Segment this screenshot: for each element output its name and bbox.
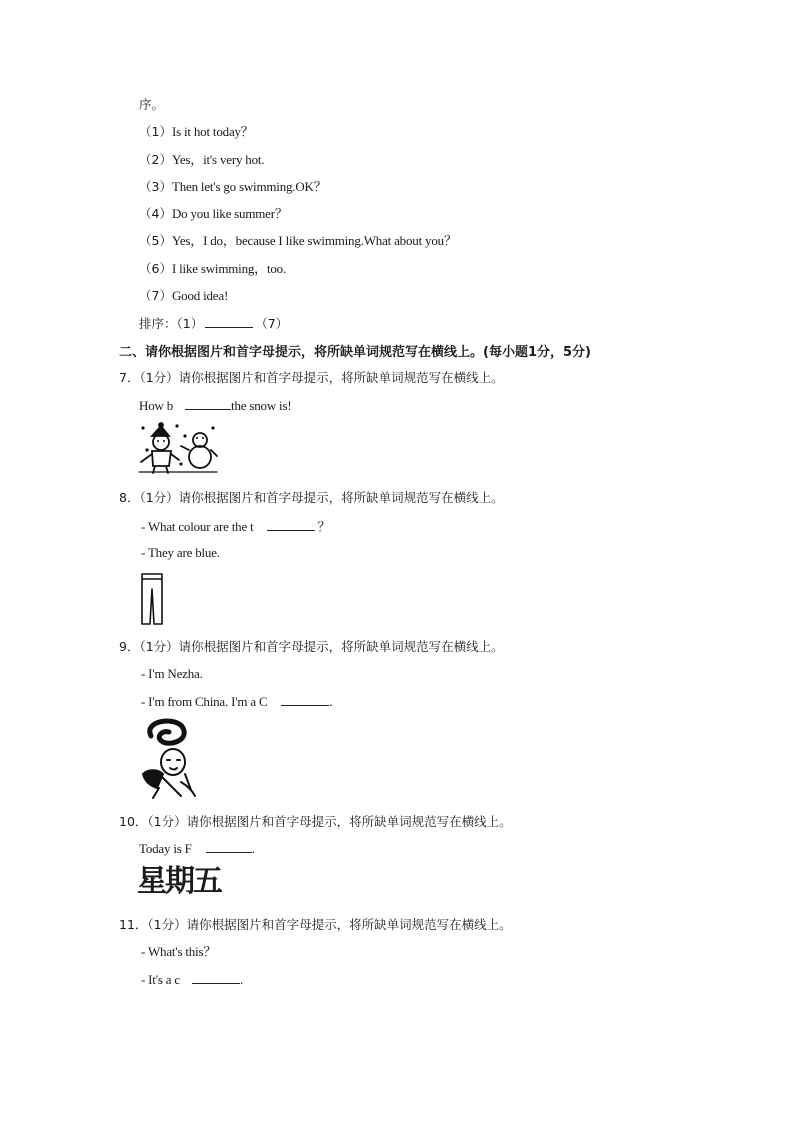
answer-blank[interactable] <box>281 693 329 706</box>
question-prompt: 请你根据图片和首字母提示，将所缺单词规范写在横线上。 <box>186 917 512 932</box>
snow-image <box>137 420 219 476</box>
child-body <box>152 451 171 466</box>
ordering-intro: 序。 <box>139 97 165 112</box>
question-number: 9． <box>119 639 140 654</box>
item-number: （5） <box>139 233 172 248</box>
item-text: Do you like summer？ <box>171 206 288 221</box>
item-text: Then let's go swimming.OK？ <box>171 179 327 194</box>
answer-blank[interactable] <box>267 518 315 531</box>
answer-blank[interactable] <box>192 971 240 984</box>
question-number: 10． <box>119 814 148 829</box>
line-text-after: ？ <box>317 519 331 534</box>
item-number: （1） <box>139 124 172 139</box>
face <box>161 749 185 775</box>
question-prompt: 请你根据图片和首字母提示，将所缺单词规范写在横线上。 <box>178 370 504 385</box>
question-8-line-2: - They are blue. <box>141 545 220 560</box>
question-prompt: 请你根据图片和首字母提示，将所缺单词规范写在横线上。 <box>178 490 504 505</box>
line-text-after: . <box>239 972 244 987</box>
question-score: （1分） <box>139 490 179 505</box>
question-prompt: 请你根据图片和首字母提示，将所缺单词规范写在横线上。 <box>186 814 512 829</box>
nezha-image <box>137 716 201 800</box>
answer-blank[interactable] <box>206 840 252 853</box>
item-number: （2） <box>139 152 172 167</box>
answer-label: 排序：（1） <box>139 316 204 331</box>
line-text-before: Today is F <box>139 841 192 856</box>
item-text: I like swimming，too. <box>171 261 287 276</box>
question-10-header <box>119 814 512 830</box>
question-8-header <box>119 490 504 506</box>
line-text-before: How b <box>139 398 174 413</box>
ordering-item <box>139 206 288 222</box>
item-number: （4） <box>139 206 172 221</box>
question-8-line-1 <box>141 518 330 535</box>
line-text-before: - I'm from China. I'm a C <box>141 694 268 709</box>
ordering-item <box>139 288 228 304</box>
question-number: 8． <box>119 490 140 505</box>
item-number: （3） <box>139 179 172 194</box>
ordering-answer <box>139 315 288 332</box>
answer-end: （7） <box>255 316 289 331</box>
question-9-line-1: - I'm Nezha. <box>141 666 203 681</box>
trousers-image <box>138 571 166 627</box>
line-text-after: . <box>251 841 255 856</box>
question-11-header <box>119 917 512 933</box>
sash <box>143 770 163 788</box>
friday-image-text: 星期五 <box>137 864 221 899</box>
line-text-before: - It's a c <box>141 972 180 987</box>
question-number: 11． <box>119 917 148 932</box>
question-7-line <box>139 397 291 414</box>
item-text: Good idea! <box>171 288 229 303</box>
question-7-header <box>119 370 504 386</box>
question-10-line <box>139 840 255 857</box>
question-11-line-1: - What's this？ <box>141 944 217 959</box>
ordering-item <box>139 261 286 277</box>
question-number: 7． <box>119 370 140 385</box>
answer-blank[interactable] <box>205 315 253 328</box>
line-text-after: . <box>329 694 333 709</box>
line-text-before: - What colour are the t <box>141 519 254 534</box>
ordering-item <box>139 233 457 249</box>
hair-bun <box>150 721 184 743</box>
ordering-item <box>139 124 254 140</box>
section-heading: 二、请你根据图片和首字母提示，将所缺单词规范写在横线上。(每小题1分，5分) <box>119 345 591 360</box>
question-score: （1分） <box>139 370 179 385</box>
item-number: （6） <box>139 261 172 276</box>
question-prompt: 请你根据图片和首字母提示，将所缺单词规范写在横线上。 <box>178 639 504 654</box>
question-score: （1分） <box>139 639 179 654</box>
line-text-after: the snow is! <box>231 398 292 413</box>
item-text: Yes，I do，because I like swimming.What about you？ <box>171 233 457 248</box>
answer-blank[interactable] <box>185 397 231 410</box>
question-9-line-2 <box>141 693 332 710</box>
item-text: Is it hot today？ <box>171 124 254 139</box>
question-score: （1分） <box>147 814 187 829</box>
item-text: Yes，it's very hot. <box>171 152 265 167</box>
ordering-item <box>139 152 264 168</box>
question-11-line-2 <box>141 971 243 988</box>
ordering-item <box>139 179 327 195</box>
snowman-head <box>193 433 207 447</box>
snowman-body <box>189 446 211 468</box>
question-9-header <box>119 639 504 655</box>
item-number: （7） <box>139 288 172 303</box>
question-score: （1分） <box>147 917 187 932</box>
